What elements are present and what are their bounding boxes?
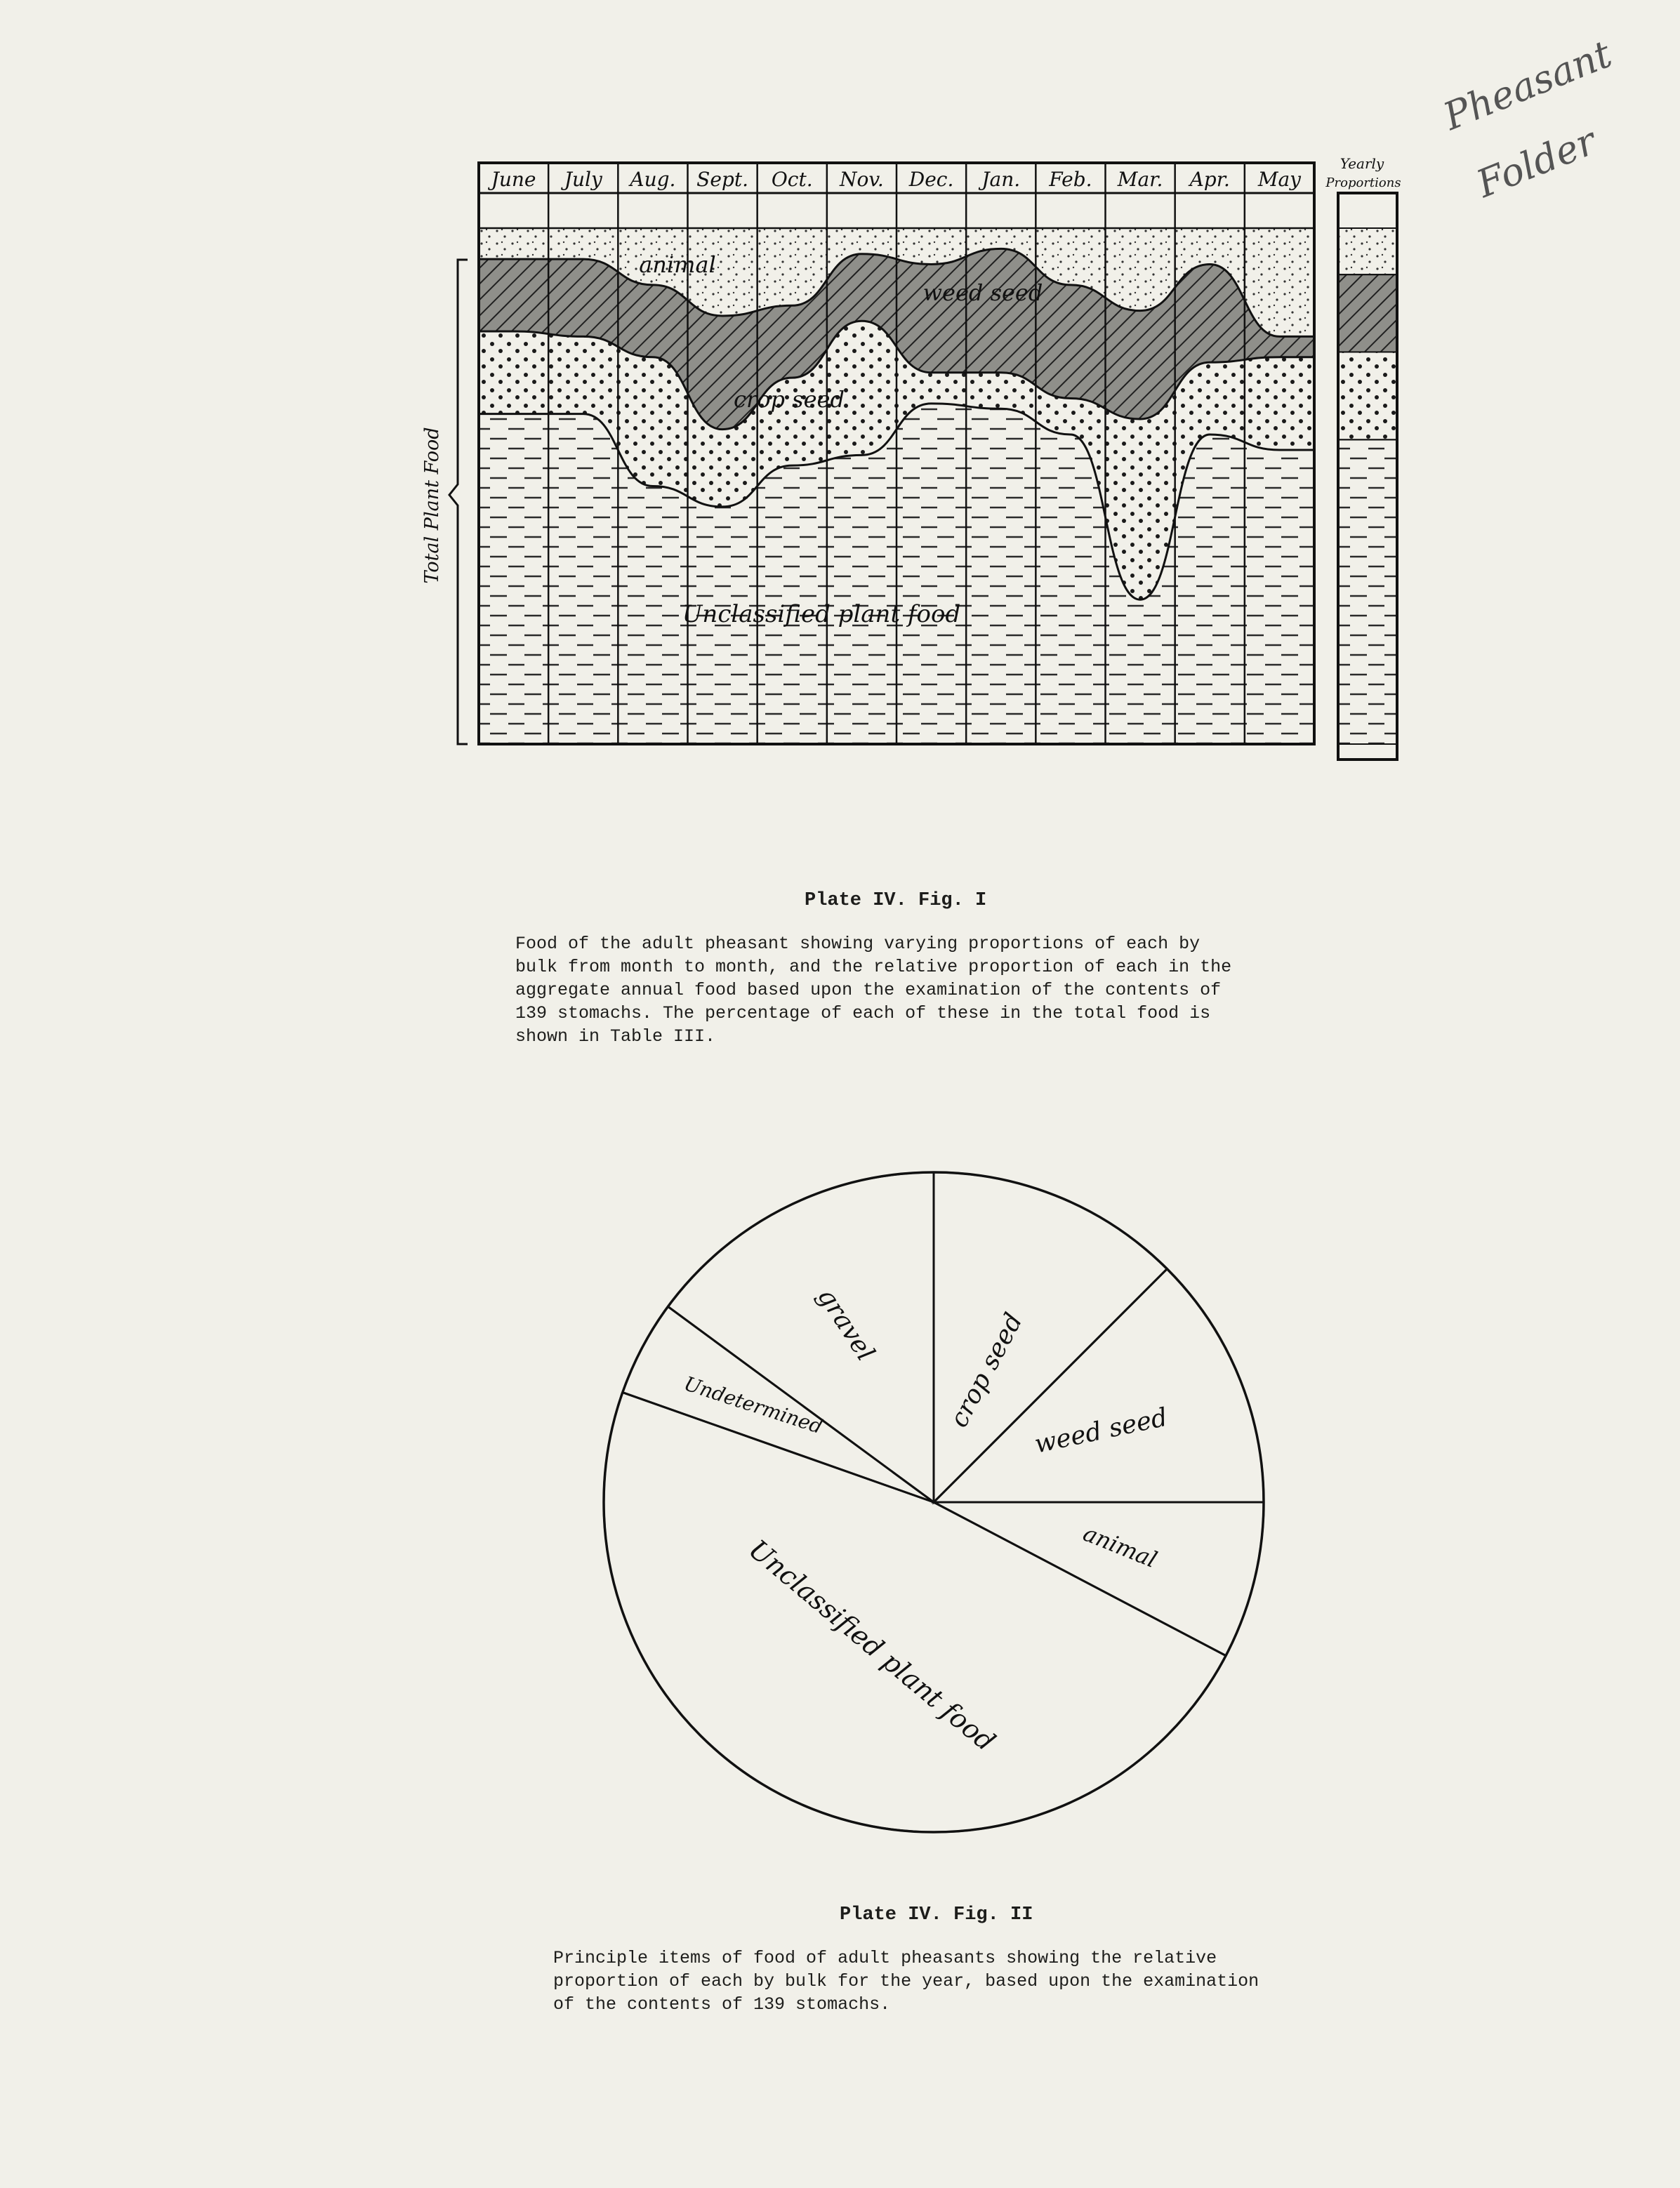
month-label-6: Nov. <box>840 168 884 191</box>
month-label-10: Mar. <box>1117 168 1163 191</box>
pie-label-5: Undetermined <box>681 1372 826 1439</box>
layer-label-crop-seed: crop seed <box>734 386 845 413</box>
month-label-4: Sept. <box>696 168 748 191</box>
layer-label-unclassified: Unclassified plant food <box>682 600 961 628</box>
total-plant-food-bracket <box>449 260 468 744</box>
pie-slice-4 <box>604 1393 1226 1832</box>
yearly-weed-seed <box>1338 274 1397 352</box>
pie-label-2: weed seed <box>1032 1403 1170 1459</box>
yearly-unclassified-plant-food <box>1338 439 1397 744</box>
yearly-crop-seed <box>1338 352 1397 439</box>
month-label-9: Feb. <box>1049 168 1092 191</box>
pie-label-4: Unclassified plant food <box>743 1533 1001 1758</box>
month-label-3: Aug. <box>630 168 676 191</box>
fig1-caption: Food of the adult pheasant showing varying proportions of each by bulk from month to month, and the relative proportion of each in the aggregate annual food based upon the examination of the contents of 139 stomachs. The percentage of each of these in the total food is shown in Table III. <box>515 934 1232 1047</box>
fig2-caption: Principle items of food of adult pheasants showing the relative proportion of each by bulk for the year, based upon the examination of the contents of 139 stomachs. <box>553 1948 1259 2015</box>
margin-note-line1: Pheasant <box>1437 32 1618 139</box>
layer-label-weed-seed: weed seed <box>922 279 1043 306</box>
pie-slice-6 <box>668 1172 934 1502</box>
month-label-7: Dec. <box>908 168 954 191</box>
month-label-12: May <box>1257 168 1302 191</box>
yearly-label-1: Yearly <box>1340 155 1384 172</box>
layer-label-animal: animal <box>639 251 716 278</box>
pie-label-6: gravel <box>812 1282 880 1367</box>
month-label-2: July <box>564 168 602 191</box>
fig2-plate-label: Plate IV. Fig. II <box>840 1904 1033 1925</box>
total-plant-food-label: Total Plant Food <box>421 427 443 584</box>
yearly-animal <box>1338 228 1397 274</box>
margin-note-line2: Folder <box>1470 119 1603 206</box>
yearly-label-2: Proportions <box>1325 175 1401 190</box>
fig1-plate-label: Plate IV. Fig. I <box>805 890 987 911</box>
month-label-5: Oct. <box>771 168 813 191</box>
yearly-proportions-bar <box>1325 155 1401 760</box>
month-label-11: Apr. <box>1189 168 1230 191</box>
pie-label-1: crop seed <box>944 1308 1028 1433</box>
month-label-1: June <box>491 168 536 191</box>
month-label-8: Jan. <box>981 168 1021 191</box>
pie-chart <box>604 1172 1264 1832</box>
pie-label-3: animal <box>1079 1519 1161 1574</box>
